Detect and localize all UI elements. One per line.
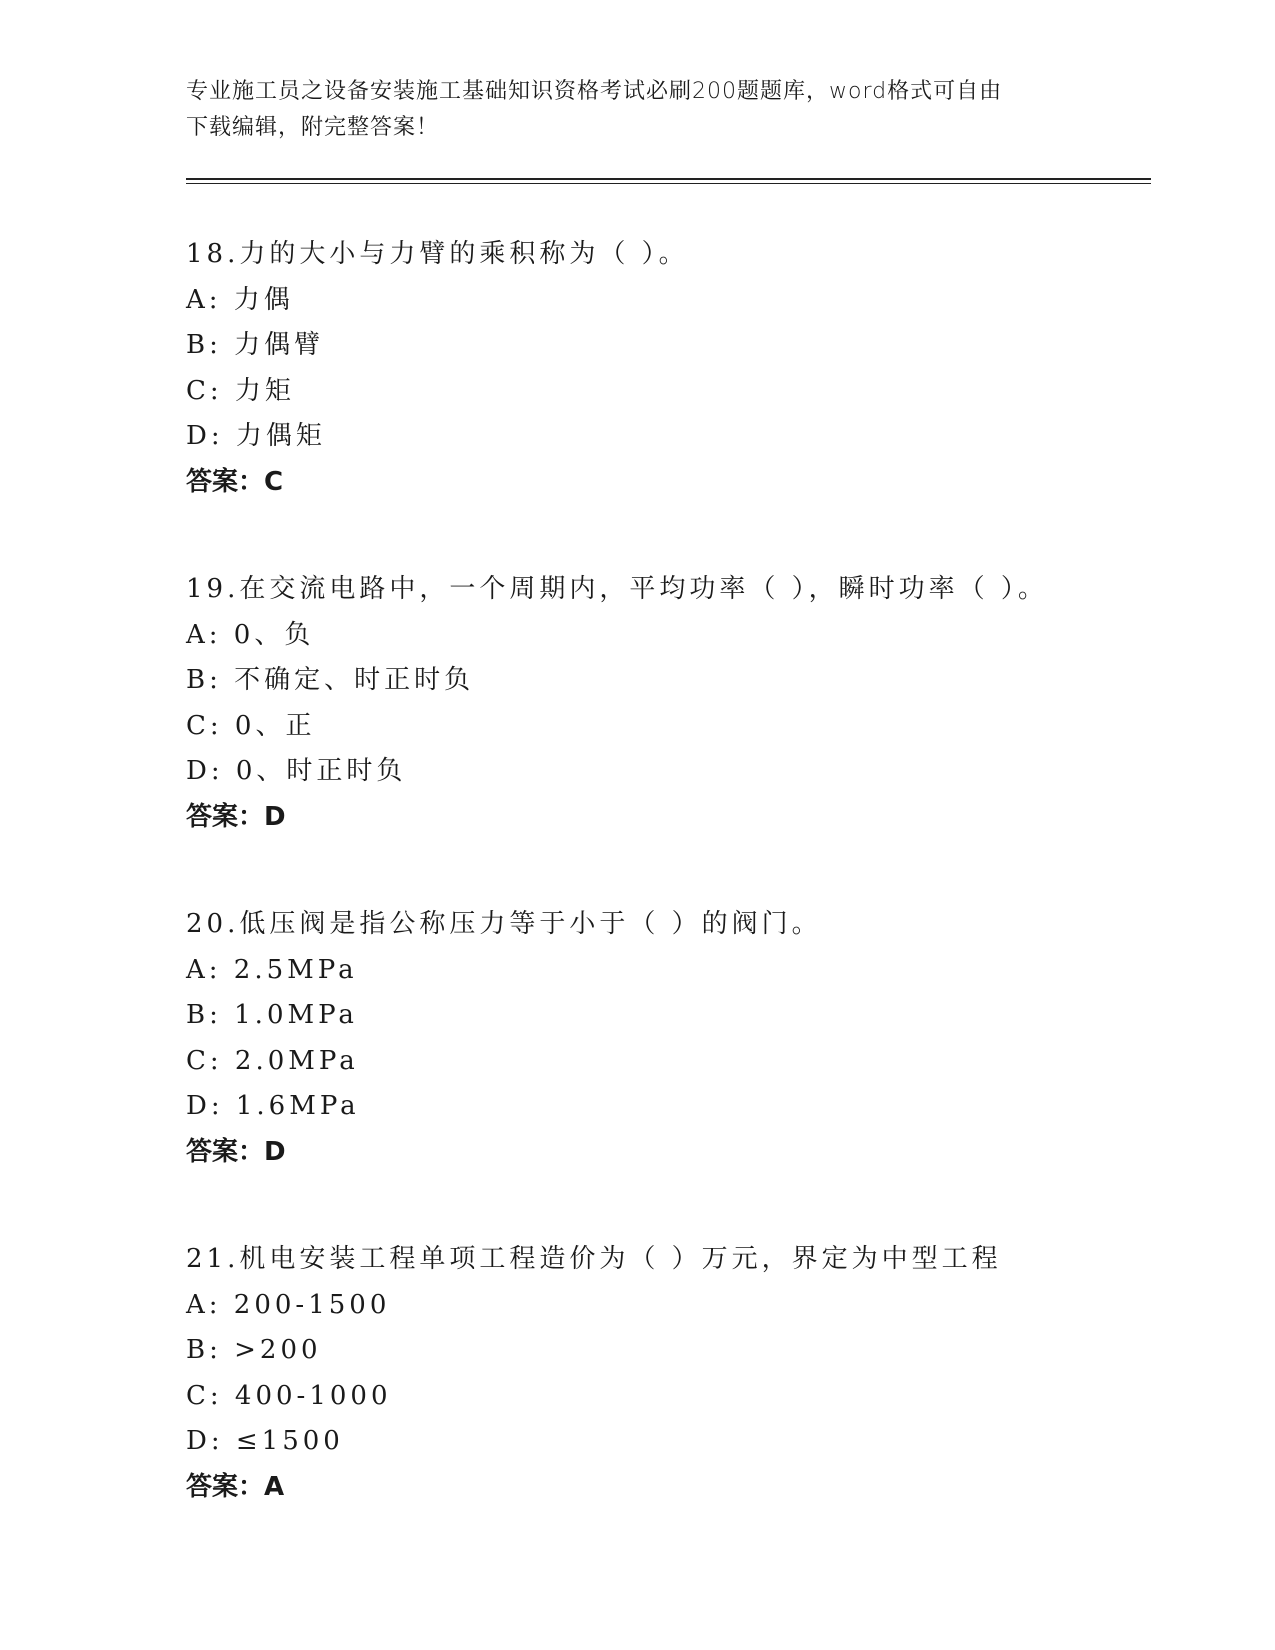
- option-c: C: 0、正: [186, 710, 316, 741]
- option-c: C: 400-1000: [186, 1380, 392, 1411]
- option-b: B: 不确定、时正时负: [186, 665, 475, 695]
- option-d: D: 0、时正时负: [186, 756, 407, 786]
- question-18: [186, 232, 1146, 505]
- answer-line: 答案：D: [186, 1136, 286, 1167]
- header-line-2: 下载编辑，附完整答案！: [186, 115, 440, 140]
- option-d: D: 1.6MPa: [186, 1091, 360, 1121]
- question-stem: 21.机电安装工程单项工程造价为（ ）万元，界定为中型工程: [186, 1244, 1002, 1274]
- answer-line: 答案：C: [186, 466, 284, 497]
- question-stem: 19.在交流电路中，一个周期内，平均功率（ ），瞬时功率（ ）。: [186, 574, 1048, 604]
- header-line-1: 专业施工员之设备安装施工基础知识资格考试必刷200题题库，word格式可自由: [186, 79, 1003, 104]
- question-list: [186, 232, 1146, 1572]
- header-divider-bottom: [186, 183, 1151, 184]
- option-a: A: 0、负: [186, 619, 315, 650]
- option-c: C: 2.0MPa: [186, 1045, 359, 1076]
- option-b: B: 1.0MPa: [186, 1000, 358, 1030]
- option-a: A: 2.5MPa: [186, 954, 358, 985]
- question-stem: 18.力的大小与力臂的乘积称为（ ）。: [186, 239, 689, 269]
- option-a: A: 力偶: [186, 284, 294, 315]
- question-20: [186, 902, 1146, 1175]
- answer-line: 答案：A: [186, 1471, 285, 1502]
- option-b: B: >200: [186, 1335, 322, 1365]
- question-19: [186, 567, 1146, 840]
- document-header: [186, 74, 1066, 146]
- option-c: C: 力矩: [186, 375, 295, 406]
- option-d: D: 力偶矩: [186, 421, 326, 451]
- answer-line: 答案：D: [186, 801, 286, 832]
- header-divider-top: [186, 178, 1151, 180]
- question-stem: 20.低压阀是指公称压力等于小于（ ）的阀门。: [186, 909, 822, 939]
- option-b: B: 力偶臂: [186, 330, 325, 360]
- question-21: [186, 1237, 1146, 1510]
- option-a: A: 200-1500: [186, 1289, 391, 1320]
- option-d: D: ≤1500: [186, 1426, 344, 1456]
